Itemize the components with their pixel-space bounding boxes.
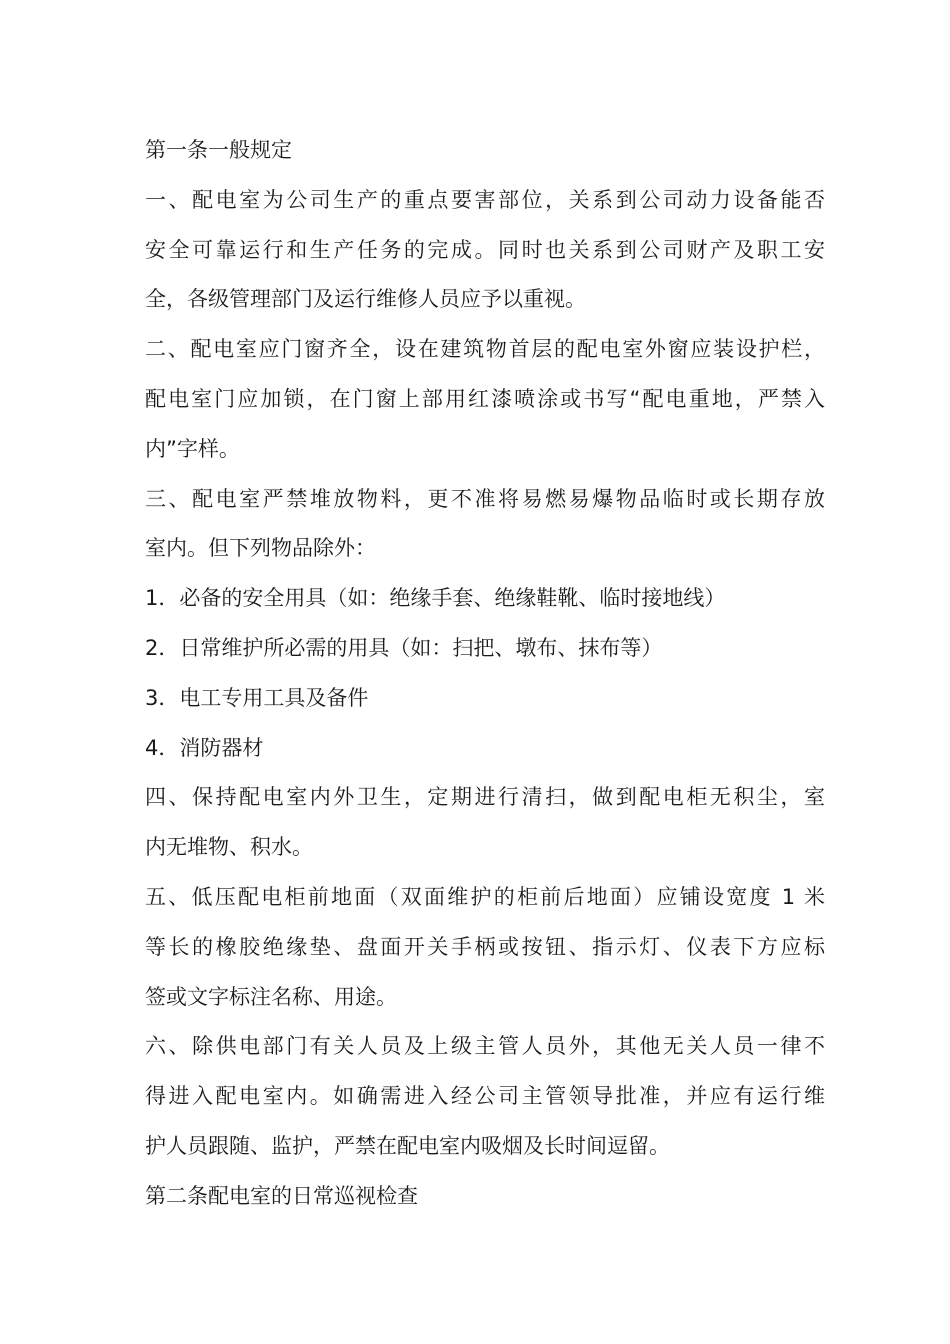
paragraph-line: 三、配电室严禁堆放物料，更不准将易燃易爆物品临时或长期存放 (145, 486, 825, 511)
paragraph-line: 四、保持配电室内外卫生，定期进行清扫，做到配电柜无积尘，室 (145, 785, 825, 810)
paragraph-line: 五、低压配电柜前地面（双面维护的柜前后地面）应铺设宽度 1 米 (145, 884, 825, 909)
list-item: 4．消防器材 (145, 735, 264, 760)
paragraph-line: 签或文字标注名称、用途。 (145, 984, 397, 1009)
list-item: 2．日常维护所必需的用具（如：扫把、墩布、抹布等） (145, 635, 663, 660)
paragraph-line: 安全可靠运行和生产任务的完成。同时也关系到公司财产及职工安 (145, 237, 825, 262)
paragraph-line: 内无堆物、积水。 (145, 835, 313, 860)
list-item: 3．电工专用工具及备件 (145, 685, 369, 710)
section-heading: 第二条配电室的日常巡视检查 (145, 1183, 418, 1208)
paragraph-line: 配电室门应加锁，在门窗上部用红漆喷涂或书写“配电重地，严禁入 (145, 386, 825, 411)
paragraph-line: 一、配电室为公司生产的重点要害部位，关系到公司动力设备能否 (145, 187, 825, 212)
document-body (145, 130, 825, 1226)
list-item: 1．必备的安全用具（如：绝缘手套、绝缘鞋靴、临时接地线） (145, 586, 726, 611)
paragraph-line: 二、配电室应门窗齐全，设在建筑物首层的配电室外窗应装设护栏， (145, 337, 825, 362)
paragraph-line: 护人员跟随、监护，严禁在配电室内吸烟及长时间逗留。 (145, 1133, 670, 1158)
paragraph-line: 等长的橡胶绝缘垫、盘面开关手柄或按钮、指示灯、仪表下方应标 (145, 934, 825, 959)
paragraph-line: 得进入配电室内。如确需进入经公司主管领导批准，并应有运行维 (145, 1084, 825, 1109)
paragraph-line: 室内。但下列物品除外： (145, 536, 376, 561)
paragraph-line: 内”字样。 (145, 436, 240, 461)
paragraph-line: 全，各级管理部门及运行维修人员应予以重视。 (145, 287, 586, 312)
section-heading: 第一条一般规定 (145, 138, 292, 162)
paragraph-line: 六、除供电部门有关人员及上级主管人员外，其他无关人员一律不 (145, 1034, 825, 1059)
